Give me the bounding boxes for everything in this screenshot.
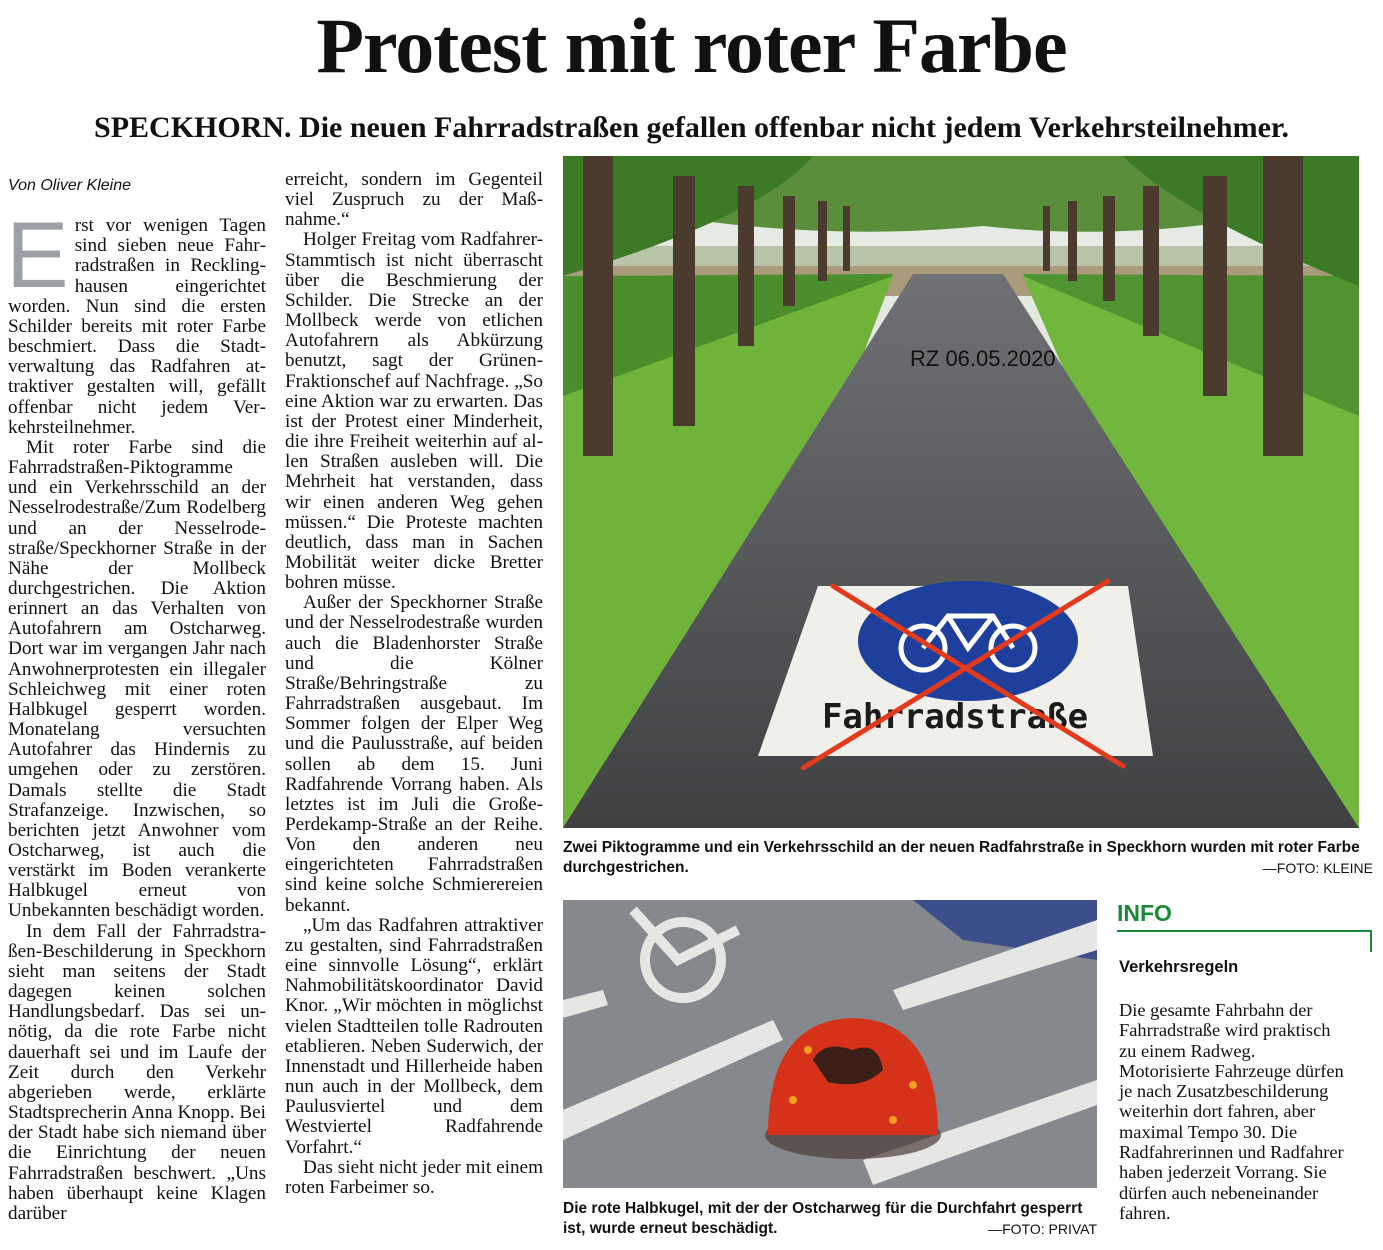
info-divider-vertical — [1370, 930, 1372, 952]
photo-caption-2: Die rote Halbkugel, mit der der Ostcharweg für die Durchfahrt gesperrt ist, wurde erneut beschädigt. —FOTO: PRIVAT — [563, 1200, 1097, 1237]
article-column-1 — [8, 170, 266, 1224]
article-paragraph: Das sieht nicht jeder mit einem roten Farbeimer so. — [285, 1156, 543, 1198]
dropcap: E — [6, 202, 69, 308]
photo-red-halfball — [563, 900, 1097, 1188]
article-paragraph: In dem Fall der Fahrradstraßen-Beschilderung in Speckhorn sieht man seitens der Stadt dagegen keinen solchen Handlungsbedarf. Das sei unnötig, da die rote Farbe nicht dauerhaft sei und im Laufe der Zeit durch den Verkehr abgerieben werde, erklärte Stadtsprecherin Anna Knopp. Bei der Stadt habe sich niemand über die Einrichtung der neuen Fahrradstraßen beschwert. „Uns haben überhaupt keine Klagen darüber — [8, 920, 266, 1224]
article-paragraph: Holger Freitag vom Radfahrer-Stammtisch ist nicht überrascht über die Beschmierung der Schilder. Die Strecke an der Mollbeck werde von etlichen Autofahrern als Abkürzung benutzt, sagt der Grünen-Fraktionschef auf Nachfrage. „So eine Aktion war zu erwarten. Das ist der Protest einer Minderheit, die ihre Freiheit weiterhin auf allen Straßen ausleben will. Die Mehrheit hat verstanden, dass wir einen anderen Weg gehen müssen.“ Die Proteste machten deutlich, dass man in Sachen Mobilität weiter dicke Bretter bohren müsse. — [285, 229, 543, 594]
date-stamp: RZ 06.05.2020 — [910, 346, 1056, 371]
info-subtitle: Verkehrsregeln — [1119, 958, 1239, 976]
subheadline: SPECKHORN. Die neuen Fahrradstraßen gefallen offenbar nicht jedem Verkehrsteilnehmer. — [94, 111, 1289, 144]
photo-bike-road — [563, 156, 1359, 828]
info-box — [1117, 898, 1372, 1238]
headline: Protest mit roter Farbe — [316, 2, 1067, 89]
article-paragraph: Außer der Speckhorner Straße und der Nesselrodestraße wurden auch die Bladenhorster Straße und die Kölner Straße/Behringstraße zu Fahrradstraßen ausgebaut. Im Sommer folgen der Elper Weg und die Paulusstraße, auf beiden sollen ab dem 15. Juni Radfahrende Vorrang haben. Als letztes ist im Juli die Große-Perdekamp-Straße an der Reihe. Von den anderen neu eingerichteten Fahrradstraßen sind keine solche Schmierereien bekannt. — [285, 592, 543, 916]
article-paragraph: Mit roter Farbe sind die Fahrradstraßen-Piktogramme und ein Verkehrsschild an der Nesselrodestraße/Zum Rodelberg und an der Nesselrodestraße/Speckhorner Straße in der Nähe der Mollbeck durchgestrichen. Die Aktion erinnert an das Verhalten von Autofahrern am Ostcharweg. Dort war im vergangen Jahr nach Anwohnerprotesten ein illegaler Schleichweg mit einer roten Halbkugel gesperrt worden. Monatelang versuchten Autofahrer das Hindernis zu umgehen oder zu zerstören. Damals stellte die Stadt Strafanzeige. Inzwischen, so berichten jetzt Anwohner vom Ostcharweg, ist auch die verstärkt im Boden verankerte Halbkugel erneut von Unbekannten beschädigt worden. — [8, 436, 266, 922]
article-paragraph: erreicht, sondern im Gegenteil viel Zuspruch zu der Maßnahme.“ — [285, 169, 543, 231]
article-paragraph: „Um das Radfahren attraktiver zu gestalten, sind Fahrradstraßen eine sinnvolle Lösung“, erklärt Nahmobilitätskoordinator David Knor. „Wir möchten in möglichst vielen Stadtteilen tolle Radrouten etablieren. Neben Suderwich, der Innenstadt und Hillerheide haben nun auch in der Mollbeck, dem Paulusviertel und dem Westviertel Radfahrende Vorfahrt.“ — [285, 914, 543, 1158]
info-divider — [1117, 930, 1372, 932]
sign-text: Fahrradstraße — [821, 697, 1089, 737]
photo-caption-1: Zwei Piktogramme und ein Verkehrsschild an der neuen Radfahrstraße in Speckhorn wurden mit roter Farbe durchgestrichen. —FOTO: KLEINE — [563, 839, 1373, 876]
info-title: INFO — [1117, 900, 1172, 926]
article-column-2 — [285, 170, 543, 1198]
photo-credit-2: —FOTO: PRIVAT — [988, 1221, 1097, 1237]
article-paragraph: Erst vor wenigen Tagen sind sieben neue Fahrradstraßen in Recklinghausen eingerichtet worden. Nun sind die ersten Schilder bereits mit roter Farbe beschmiert. Dass die Stadtverwaltung das Radfahren attraktiver gestalten will, gefällt offenbar nicht jedem Verkehrsteilnehmer. — [6, 202, 266, 438]
info-text: Die gesamte Fahrbahn der Fahrradstraße wird praktisch zu einem Radweg. Motorisierte Fahrzeuge dürfen je nach Zusatzbeschilderung weiterhin dort fahren, aber maximal Tempo 30. Die Radfahrerinnen und Radfahrer haben jederzeit Vorrang. Sie dürfen auch nebeneinander fahren. — [1119, 1000, 1344, 1223]
byline: Von Oliver Kleine — [8, 177, 132, 194]
photo-credit-1: —FOTO: KLEINE — [1262, 860, 1373, 876]
